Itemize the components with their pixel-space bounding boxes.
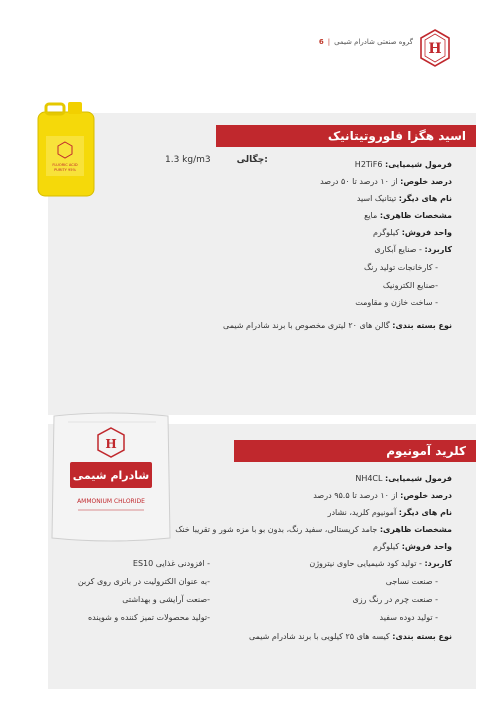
jerrycan-label-line1: FLUORIC ACID xyxy=(52,163,78,167)
page-header: گروه صنعتی شادرام شیمی|6 xyxy=(318,38,413,46)
product2-usage-item: -به عنوان الکترولیت در باتری روی کربن xyxy=(77,577,210,586)
product1-packaging: نوع بسته بندی: گالن های ۲۰ لیتری مخصوص با برند شادرام شیمی xyxy=(223,321,452,330)
density-value: 1.3 kg/m3 xyxy=(165,155,211,165)
product1-usage-item: - کارخانجات تولید رنگ xyxy=(363,263,438,272)
product2-usage: کاربرد: - تولید کود شیمیایی حاوی نیتروژن xyxy=(309,559,452,568)
product2-usage-item: -تولید محصولات تمیز کننده و شوینده xyxy=(87,613,210,622)
product2-packaging: نوع بسته بندی: کیسه های ۲۵ کیلویی با برند شادرام شیمی xyxy=(248,632,452,641)
svg-text:H: H xyxy=(105,437,117,451)
bag-product-text: AMMONIUM CHLORIDE xyxy=(77,498,145,505)
product1-usage-item: -صنایع الکترونیک xyxy=(382,281,438,290)
product1-title: اسید هگزا فلوروتیتانیک xyxy=(216,125,476,147)
logo-letter: H xyxy=(428,41,442,57)
company-logo xyxy=(419,28,451,68)
product2-purity: درصد خلوص: از ۱۰ درصد تا ۹۵.۵ درصد xyxy=(313,491,452,500)
jerrycan-image xyxy=(34,100,146,200)
product2-sales-unit: واحد فروش: کیلوگرم xyxy=(372,542,452,551)
jerrycan-label-line2: PURITY 95% xyxy=(54,168,76,172)
product2-appearance: مشخصات ظاهری: جامد کریستالی، سفید رنگ، بدون بو با مزه شور و تقریبا خنک xyxy=(175,525,452,534)
page-number: 6 xyxy=(318,38,324,46)
density-label: چگالی: xyxy=(236,155,268,165)
product1-usage-item: - ساخت خازن و مقاومت xyxy=(355,298,438,307)
product2-usage-item: - صنعت چرم در رنگ رزی xyxy=(352,595,438,604)
product1-formula: فرمول شیمیایی: H2TiF6 xyxy=(354,160,452,169)
product2-formula: فرمول شیمیایی: NH4CL xyxy=(355,474,452,483)
product1-appearance: مشخصات ظاهری: مایع xyxy=(364,211,452,220)
bag-image xyxy=(48,410,174,545)
company-name: گروه صنعتی شادرام شیمی xyxy=(334,38,413,46)
product2-title: کلرید آمونیوم xyxy=(234,440,476,462)
product1-purity: درصد خلوص: از ۱۰ درصد تا ۵۰ درصد xyxy=(320,177,452,186)
product1-other-names: نام های دیگر: تیتانیک اسید xyxy=(356,194,452,203)
product1-density xyxy=(165,155,268,165)
product1-sales-unit: واحد فروش: کیلوگرم xyxy=(372,228,452,237)
product1-usage: کاربرد: - صنایع آبکاری xyxy=(374,245,452,254)
product2-usage-item: - صنعت نساجی xyxy=(385,577,438,586)
product2-usage-item: - افزودنی غذایی ES10 xyxy=(132,559,210,568)
product2-other-names: نام های دیگر: آمونیوم کلرید، نشادر xyxy=(327,508,452,517)
product2-usage-item: - تولید دوده سفید xyxy=(379,613,438,622)
bag-brand-text: شادرام شیمی xyxy=(72,469,150,482)
product2-usage-item: -صنعت آرایشی و بهداشتی xyxy=(122,595,210,604)
